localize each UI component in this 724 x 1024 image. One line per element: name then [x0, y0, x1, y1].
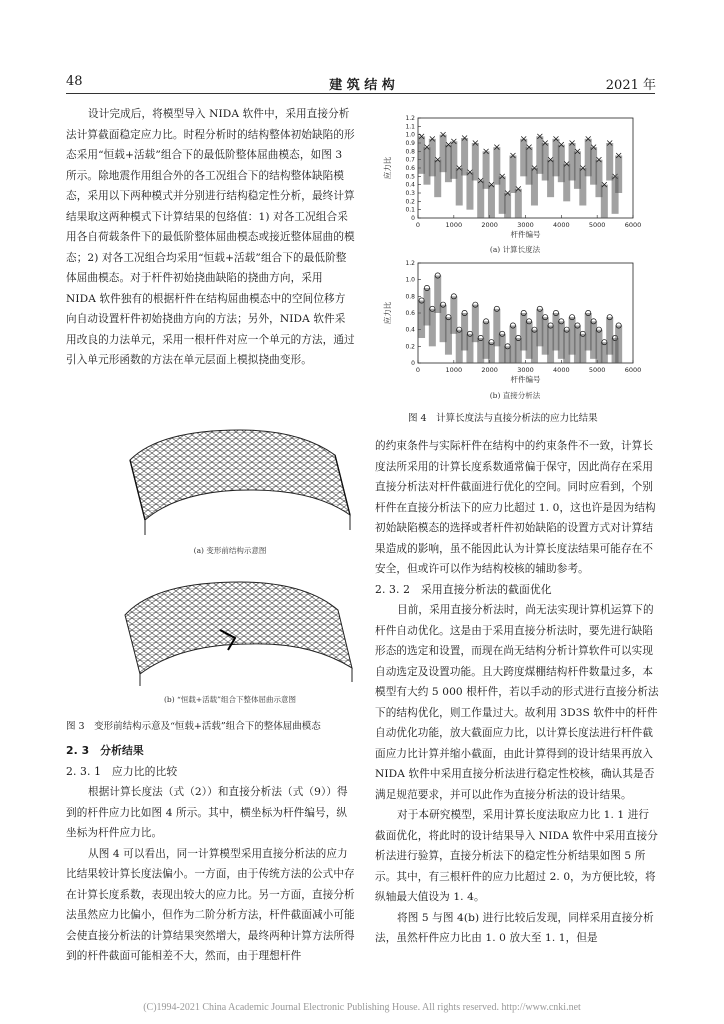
figure-3a-caption: (a) 变形前结构示意图: [193, 546, 267, 555]
x-tick-label: 0: [415, 366, 421, 374]
data-point-band: [601, 185, 608, 218]
x-tick-label: 3000: [517, 366, 534, 374]
y-tick-label: 1.1: [405, 123, 415, 131]
data-point-band: [509, 156, 516, 194]
y-tick-label: 0.1: [405, 206, 415, 214]
figure-3-caption: 图 3 变形前结构示意及“恒载+活载”组合下的整体屈曲模态: [66, 721, 321, 732]
data-point-band: [472, 305, 479, 343]
data-point-band: [488, 185, 495, 218]
data-point-band: [615, 156, 622, 194]
paragraph-constraint: 的约束条件与实际杆件在结构中的约束条件不一致，计算长度法所采用的计算长度系数通常偏于保守，因此尚存在采用直接分析法对杆件截面进行优化的空间。同时应看到，个别杆件在直接分析法下的应力比超过 1. 0，这也许是因为结构初始缺陷模态的选择或者杆件初始缺陷的设置方式对计算结果造成的影响，虽不能因此认为计算长度法结果可能存在不安全，但或许可以作为结构校核的辅助参考。: [375, 440, 656, 575]
x-tick-label: 4000: [553, 221, 570, 229]
paragraph-figure5: 将图 5 与图 4(b) 进行比较后发现，同样采用直接分析法，虽然杆件应力比由 1. 0 放大至 1. 1，但是: [375, 911, 654, 944]
data-point: [472, 141, 479, 181]
y-tick-label: 0.4: [405, 326, 415, 334]
y-tick-label: 0.2: [405, 198, 415, 206]
figure-4b-caption: (b) 直接分析法: [489, 391, 541, 400]
page-number: 48: [66, 74, 83, 89]
data-point: [515, 186, 522, 218]
figure-4a-caption: (a) 计算长度法: [489, 245, 541, 254]
data-point: [615, 153, 622, 193]
data-point-band: [483, 151, 490, 189]
data-point: [601, 182, 608, 218]
x-tick-label: 2000: [481, 366, 498, 374]
y-tick-label: 1.0: [405, 276, 415, 284]
y-axis-label: 应力比: [383, 156, 392, 180]
y-tick-label: 0.9: [405, 140, 415, 147]
x-tick-label: 6000: [624, 221, 642, 229]
data-point-band: [504, 193, 511, 218]
y-tick-label: 0.6: [405, 310, 415, 317]
paragraph-intro: 设计完成后，将模型导入 NIDA 软件中，采用直接分析法计算截面稳定应力比。时程分析时的结构整体初始缺陷的形态采用“恒载+活载”组合下的最低阶整体屈曲模态，如图 3 所示。除地震作用组合外的各工况组合下的结构整体缺陷模态，采用以下两种模式并分别进行结构稳定性分析，最终计算结果取这两种模式下计算结果的包络值：1) 对各工况组合采用各自荷载条件下的最低阶整体屈曲模态或接近整体屈曲的模态；2) 对各工况组合均采用“恒载+活载”组合下的最低阶整体屈曲模态。对于杆件初始挠曲缺陷的挠曲方向，采用 NIDA 软件独有的根据杆件在结构屈曲模态中的空间位移方向自动设置杆件初始挠曲方向的方法；另外，NIDA 软件采用改良的力法单元，采用一根杆件对应一个单元的方法，通过引入单元形函数的方法在单元层面上模拟挠曲变形。: [66, 108, 355, 366]
data-point: [461, 136, 468, 176]
x-tick-label: 5000: [588, 221, 606, 229]
figure-3a-image: [100, 420, 360, 540]
data-point-band: [429, 309, 436, 346]
x-tick-label: 0: [415, 221, 421, 229]
paragraph-comparison: 从图 4 可以看出，同一计算模型采用直接分析法的应力比结果较计算长度法偏小。一方面，由于传统方法的公式中存在计算长度系数，表现出较大的应力比。另一方面，直接分析法虽然应力比偏小，但作为二阶分析方法，杆件截面减小可能会使直接分析法的计算结果突然增大，最终两种计算方法所得到的杆件截面可能相差不大，然而，由于理想杆件: [66, 847, 355, 962]
x-axis-label: 杆件编号: [510, 230, 541, 239]
header-rule: [66, 93, 655, 94]
figure-4-caption: 图 4 计算长度法与直接分析法的应力比结果: [408, 413, 598, 424]
x-tick-label: 1000: [445, 221, 463, 229]
x-axis-label: 杆件编号: [510, 375, 541, 384]
data-point-band: [606, 143, 613, 181]
data-point: [483, 149, 490, 189]
y-tick-label: 1.2: [405, 115, 415, 122]
figure-3b-caption: (b) “恒载+活载”组合下整体屈曲示意图: [164, 695, 296, 704]
copyright-footer: (C)1994-2021 China Academic Journal Electronic Publishing House. All rights reserved. http://www.cnki.net: [143, 1002, 581, 1013]
y-tick-label: 0.5: [405, 173, 415, 181]
figure-4a-chart: [380, 110, 650, 250]
y-tick-label: 0: [411, 215, 415, 222]
section-2-3-2-heading: 2. 3. 2 采用直接分析法的截面优化: [375, 582, 552, 596]
y-tick-label: 0.7: [405, 156, 415, 164]
y-tick-label: 0.8: [405, 293, 415, 301]
data-point: [509, 153, 516, 193]
data-point: [615, 323, 622, 363]
data-point-band: [615, 326, 622, 364]
data-point-band: [515, 189, 522, 218]
x-tick-label: 4000: [553, 366, 570, 374]
x-tick-label: 3000: [517, 221, 534, 229]
y-tick-label: 0: [411, 360, 415, 367]
y-tick-label: 1.2: [405, 260, 415, 267]
section-2-3-heading: 2. 3 分析结果: [66, 744, 144, 757]
y-tick-label: 0.8: [405, 148, 415, 156]
y-axis-label: 应力比: [383, 301, 392, 325]
figure-3b-image: [100, 570, 360, 690]
y-tick-label: 0.3: [405, 190, 415, 197]
left-column-bottom: [66, 741, 356, 967]
x-tick-label: 1000: [445, 366, 463, 374]
x-tick-label: 5000: [588, 366, 606, 374]
paragraph-stress-ratio: 根据计算长度法（式（2））和直接分析法（式（9））得到的杆件应力比如图 4 所示。其中，横坐标为杆件编号，纵坐标为杆件应力比。: [66, 786, 348, 839]
x-tick-label: 2000: [481, 221, 498, 229]
data-point: [606, 141, 613, 181]
journal-title: 建 筑 结 构: [329, 78, 395, 93]
paragraph-optimization: 目前，采用直接分析法时，尚无法实现计算机运算下的杆件自动优化。这是由于采用直接分析法时，要先进行缺陷形态的选定和设置，而现在尚无结构分析计算软件可以实现自动选定及设置功能。且大跨度煤棚结构杆件数量过多，本模型有大约 5 000 根杆件，若以手动的形式进行直接分析法下的结构优化，则工作量过大。故利用 3D3S 软件中的杆件自动优化功能，放大截面应力比，以计算长度法进行杆件截面应力比计算并缩小截面，由此计算得到的设计结果再放入 NIDA 软件中采用直接分析法进行稳定性校核，确认其是否满足规范要求，并可以此作为直接分析法的设计结果。: [375, 604, 659, 801]
figure-4b-chart: [380, 255, 650, 395]
data-point: [488, 182, 495, 218]
data-point-band: [450, 296, 457, 333]
journal-year: 2021 年: [605, 78, 656, 93]
y-tick-label: 0.4: [405, 181, 415, 189]
y-tick-label: 1.0: [405, 131, 415, 139]
data-point: [504, 191, 511, 219]
right-column-text: [375, 436, 659, 949]
data-point: [450, 294, 457, 334]
data-point-band: [472, 143, 479, 181]
data-point-band: [461, 138, 468, 176]
x-tick-label: 6000: [624, 366, 642, 374]
y-tick-label: 0.2: [405, 343, 415, 351]
data-point: [472, 302, 479, 342]
paragraph-model: 对于本研究模型，采用计算长度法取应力比 1. 1 进行截面优化，将此时的设计结果导入 NIDA 软件中采用直接分析法进行验算，直接分析法下的稳定性分析结果如图 5 所示。其中，有三根杆件的应力比超过 2. 0，为方便比较，将纵轴最大值设为 1. 4。: [375, 809, 658, 903]
y-tick-label: 0.6: [405, 165, 415, 172]
left-column-top: [66, 104, 356, 371]
section-2-3-1-heading: 2. 3. 1 应力比的比较: [66, 764, 178, 778]
